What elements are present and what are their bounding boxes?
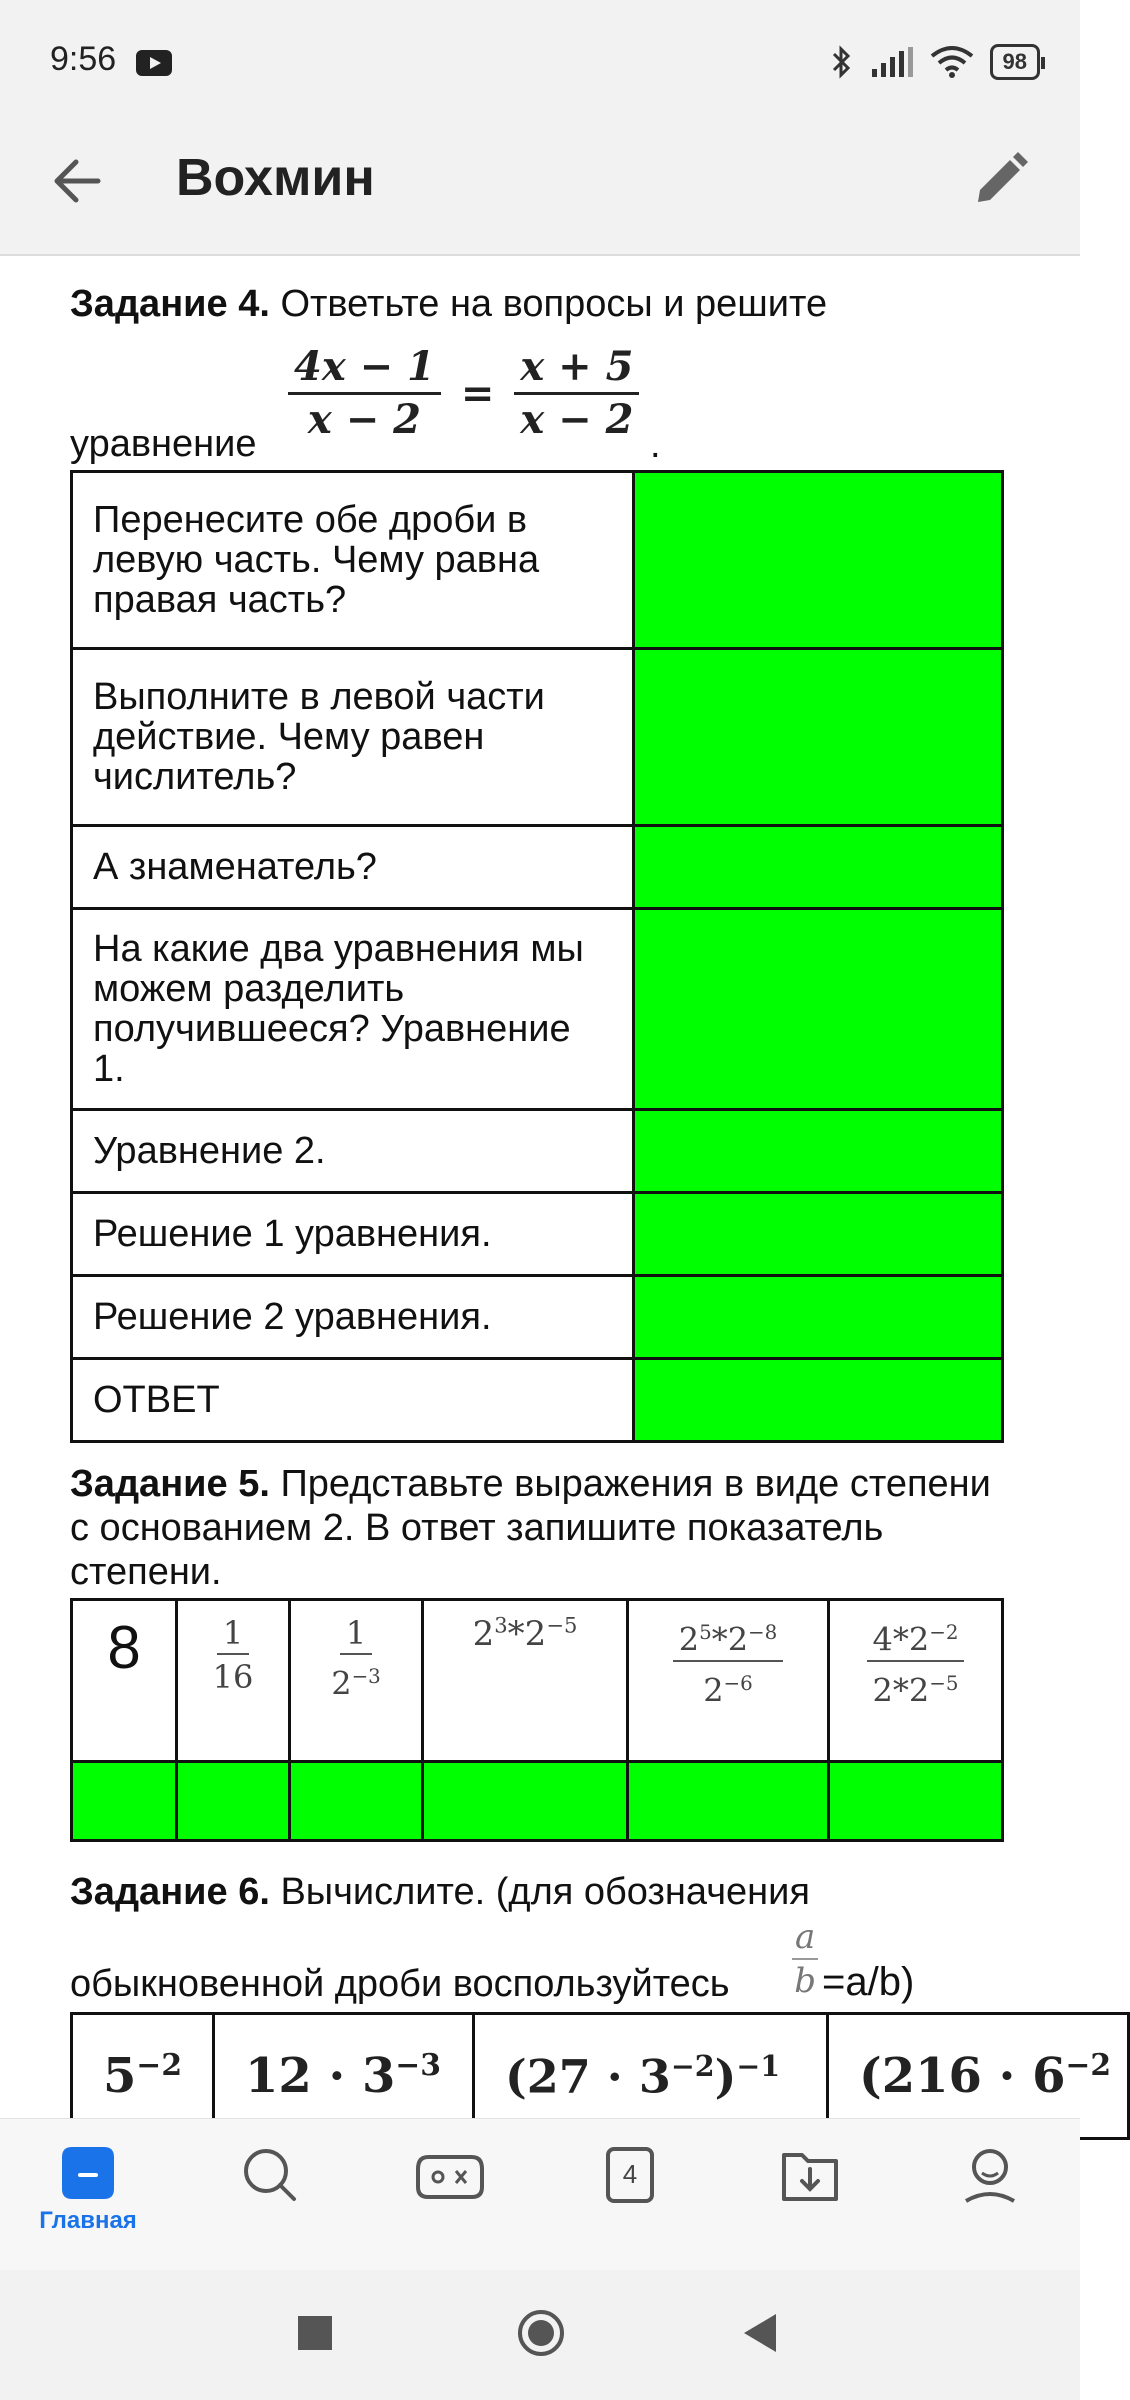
task5-text: Представьте выражения в виде степени с основанием 2. В ответ запишите показатель степени.	[70, 1463, 991, 1593]
task6-intro	[70, 1870, 810, 1914]
fraction-denominator: b	[794, 1961, 817, 2001]
exponent: −5	[929, 1671, 959, 1695]
task4-text: Ответьте на вопросы и решите	[269, 283, 828, 325]
table-row	[72, 649, 1003, 826]
recents-button[interactable]	[298, 2316, 332, 2350]
base: (216	[859, 2048, 982, 2104]
fraction-denominator	[331, 1655, 381, 1706]
base: 2	[872, 1671, 893, 1710]
answer-cell[interactable]	[634, 1359, 1003, 1442]
task4-equation	[288, 342, 639, 445]
signal-icon	[870, 47, 914, 77]
operator: ·	[606, 2049, 623, 2104]
operator: ·	[328, 2048, 346, 2104]
exponent: −3	[351, 1665, 381, 1688]
exponent: −5	[546, 1613, 578, 1638]
expr-cell-4	[423, 1600, 628, 1762]
status-time: 9:56	[50, 40, 117, 78]
task5-intro	[70, 1462, 1010, 1594]
nav-profile[interactable]	[930, 2143, 1050, 2253]
base: (27	[505, 2049, 591, 2104]
question-cell: Выполните в левой части действие. Чему равен числитель?	[72, 649, 634, 826]
nav-home-label: Главная	[39, 2207, 137, 2234]
base: 2	[524, 1614, 547, 1655]
bluetooth-icon	[830, 44, 854, 80]
task4-table	[70, 470, 1004, 1443]
answer-cell[interactable]	[829, 1762, 1003, 1841]
system-navigation-bar	[0, 2270, 1080, 2400]
eq-lhs-denominator: x − 2	[307, 396, 421, 443]
base: 12	[245, 2048, 312, 2104]
base: 2	[331, 1664, 352, 1703]
answer-cell[interactable]	[634, 1110, 1003, 1193]
home-button[interactable]	[516, 2308, 566, 2358]
exponent: 3	[494, 1613, 508, 1638]
base: 3	[361, 2048, 396, 2104]
back-button[interactable]	[740, 2312, 780, 2354]
expr-cell-5	[628, 1600, 829, 1762]
fraction-denominator	[873, 1662, 959, 1713]
expr-cell-6	[829, 1600, 1003, 1762]
exponent: −6	[723, 1671, 753, 1695]
expr-product	[473, 1614, 578, 1654]
task5-heading: Задание 5.	[70, 1463, 270, 1505]
task6-text3: =a/b)	[822, 1960, 915, 2004]
expr-fraction	[213, 1613, 254, 1699]
back-arrow-icon[interactable]	[44, 146, 114, 216]
answer-cell[interactable]	[634, 472, 1003, 649]
answer-cell[interactable]	[634, 649, 1003, 826]
expr-cell-3	[290, 1600, 423, 1762]
base: 2	[908, 1671, 930, 1710]
content-area[interactable]	[0, 256, 1112, 2118]
exponent: 5	[699, 1621, 712, 1644]
answer-cell[interactable]	[423, 1762, 628, 1841]
answer-cell[interactable]	[634, 1276, 1003, 1359]
bottom-navigation	[0, 2118, 1080, 2271]
base: 2	[472, 1614, 495, 1655]
operator: ·	[998, 2048, 1016, 2104]
nav-search[interactable]	[210, 2143, 330, 2253]
eq-lhs-numerator: 4x − 1	[288, 342, 441, 395]
task6-heading: Задание 6.	[70, 1871, 270, 1913]
base: 2	[703, 1671, 724, 1710]
operator: *	[507, 1614, 525, 1655]
eq-equals: =	[460, 370, 495, 417]
task4-intro	[70, 282, 827, 326]
answer-cell[interactable]	[628, 1762, 829, 1841]
question-cell: Решение 2 уравнения.	[72, 1276, 634, 1359]
exponent: −2	[670, 2048, 715, 2083]
task6-text: Вычислите. (для обозначения	[269, 1871, 810, 1913]
eq-period: .	[650, 424, 661, 466]
fraction-denominator	[703, 1662, 753, 1713]
expr-fraction	[673, 1613, 784, 1712]
table-row	[72, 909, 1003, 1110]
fraction-numerator: 1	[217, 1613, 249, 1655]
exponent: −2	[929, 1621, 959, 1644]
table-row	[72, 826, 1003, 909]
answer-cell[interactable]	[72, 1762, 177, 1841]
table-row	[72, 1762, 1003, 1841]
fraction-denominator: 16	[212, 1658, 254, 1696]
exponent: −3	[395, 2048, 441, 2083]
fraction-numerator: 1	[340, 1613, 372, 1655]
expr-cell-1	[72, 1600, 177, 1762]
home-icon	[56, 2143, 120, 2199]
youtube-notification-icon	[136, 50, 172, 76]
table-row	[72, 472, 1003, 649]
exponent: −2	[136, 2048, 183, 2083]
app-bar	[0, 102, 1080, 256]
expr-fraction	[331, 1613, 381, 1706]
base: 5	[103, 2048, 137, 2104]
table-row	[72, 1600, 1003, 1762]
paren: )	[714, 2049, 737, 2104]
expr-cell-2	[177, 1600, 290, 1762]
eq-rhs-denominator: x − 2	[520, 396, 634, 443]
question-cell: Уравнение 2.	[72, 1110, 634, 1193]
nav-downloads[interactable]	[750, 2143, 870, 2253]
nav-games[interactable]	[390, 2143, 510, 2253]
exponent: −2	[1065, 2048, 1112, 2083]
expr-8: 8	[107, 1614, 141, 1681]
table-row	[72, 1193, 1003, 1276]
battery-indicator: 98	[990, 44, 1040, 80]
base: 2	[908, 1620, 930, 1659]
answer-cell[interactable]	[634, 909, 1003, 1110]
nav-tabs[interactable]	[570, 2143, 690, 2253]
status-bar	[0, 0, 1080, 102]
status-icons	[830, 44, 1040, 80]
question-cell: Перенесите обе дроби в левую часть. Чему равна правая часть?	[72, 472, 634, 649]
exponent: −8	[748, 1621, 778, 1644]
base: 2	[678, 1620, 700, 1659]
download-folder-icon	[778, 2143, 842, 2207]
question-cell: Решение 1 уравнения.	[72, 1193, 634, 1276]
table-row	[72, 1276, 1003, 1359]
table-row	[72, 1359, 1003, 1442]
question-cell: ОТВЕТ	[72, 1359, 634, 1442]
eq-rhs-numerator: x + 5	[514, 342, 639, 395]
task4-heading: Задание 4.	[70, 283, 270, 325]
fraction-numerator	[867, 1613, 965, 1662]
operator: *	[892, 1620, 909, 1659]
search-icon	[238, 2143, 302, 2207]
expr-fraction	[867, 1613, 965, 1712]
tabs-count-badge: 4	[622, 2159, 638, 2189]
answer-cell[interactable]	[634, 826, 1003, 909]
answer-cell[interactable]	[177, 1762, 290, 1841]
nav-home[interactable]	[28, 2143, 148, 2253]
gamepad-icon	[414, 2143, 486, 2207]
operator: *	[892, 1671, 909, 1710]
question-cell: На какие два уравнения мы можем разделить получившееся? Уравнение 1.	[72, 909, 634, 1110]
answer-cell[interactable]	[634, 1193, 1003, 1276]
task4-text2: уравнение	[70, 423, 257, 465]
base: 3	[638, 2049, 671, 2104]
wifi-icon	[930, 46, 974, 78]
profile-icon	[958, 2143, 1022, 2207]
fraction-numerator: a	[792, 1916, 818, 1960]
base: 4	[872, 1620, 893, 1659]
page-title: Вохмин	[176, 149, 375, 207]
exponent: −1	[736, 2048, 781, 2083]
operator: *	[711, 1620, 728, 1659]
question-cell: А знаменатель?	[72, 826, 634, 909]
answer-cell[interactable]	[290, 1762, 423, 1841]
table-row	[72, 1110, 1003, 1193]
task6-text2: обыкновенной дроби воспользуйтесь	[70, 1963, 730, 2005]
inline-fraction	[792, 1916, 818, 2002]
base: 6	[1032, 2048, 1066, 2104]
base: 2	[727, 1620, 749, 1659]
task5-table	[70, 1598, 1004, 1842]
pencil-icon[interactable]	[968, 148, 1032, 212]
fraction-numerator	[673, 1613, 784, 1662]
